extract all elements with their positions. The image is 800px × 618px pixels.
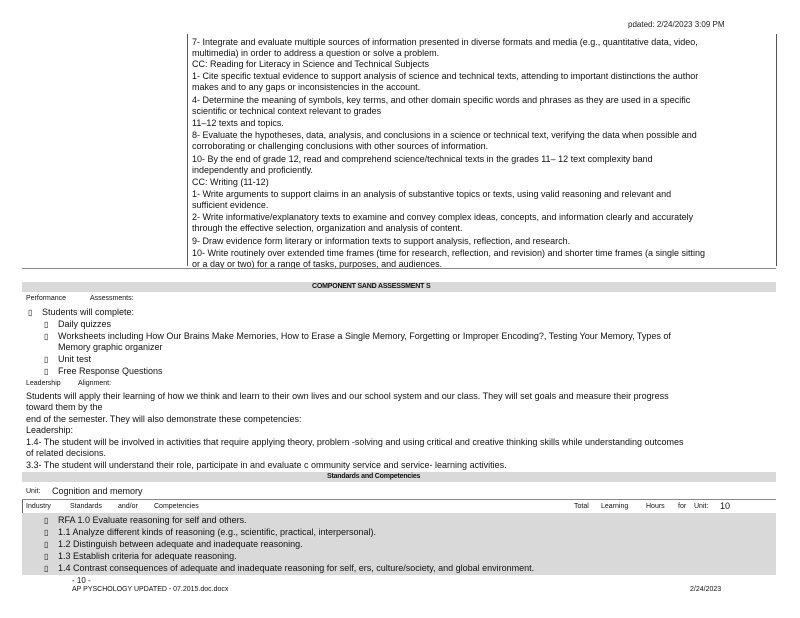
- leadership-text: Leadership:: [26, 425, 74, 435]
- hours-value: 10: [720, 501, 731, 511]
- cc-line: corroborating or challenging conclusions with other sources of information.: [192, 141, 489, 151]
- cc-line: 1- Write arguments to support claims in an analysis of substantive topics or texts, using valid reasoning and relevant and: [192, 189, 672, 199]
- cc-line: makes and to any gaps or inconsistencies in the account.: [192, 82, 421, 92]
- standards-band: [22, 472, 776, 482]
- bullet-icon: ▯: [44, 332, 49, 341]
- list-item: ▯ Free Response Questions: [44, 366, 163, 376]
- cc-line: sufficient evidence.: [192, 200, 269, 210]
- cc-line: 10- By the end of grade 12, read and comprehend science/technical texts in the grades 11– 12 text complexity band: [192, 154, 653, 164]
- cc-line: CC: Writing (11-12): [192, 177, 269, 187]
- cc-line: 8- Evaluate the hypotheses, data, analysis, and conclusions in a science or technical text, verifying the data when possible and: [192, 130, 697, 140]
- cc-line: multimedia) in order to address a question or solve a problem.: [192, 48, 440, 58]
- updated-timestamp: pdated: 2/24/2023 3:09 PM: [628, 20, 725, 29]
- list-item-continuation: Memory graphic organizer: [58, 342, 163, 352]
- performance-label: Performance: [26, 295, 67, 302]
- cc-line: or a day or two) for a range of tasks, purposes, and audiences.: [192, 259, 443, 269]
- bullet-icon: ▯: [44, 355, 49, 364]
- col-total: Total: [574, 503, 589, 510]
- cc-line: 4- Determine the meaning of symbols, key terms, and other domain specific words and phrases as they are used in a specific: [192, 95, 691, 105]
- unit-label: Unit:: [26, 488, 41, 495]
- bullet-icon: ▯: [28, 308, 33, 317]
- competency-item: ▯ 1.1 Analyze different kinds of reasoning (e.g., scientific, practical, interpersonal).: [44, 527, 377, 537]
- footer-filename: AP PYSCHOLOGY UPDATED - 07.2015.doc.docx: [72, 586, 229, 593]
- list-item: ▯ Daily quizzes: [44, 319, 112, 329]
- cc-line: 7- Integrate and evaluate multiple sources of information presented in diverse formats and media (e.g., quantitative data, video,: [192, 37, 698, 47]
- leadership-text: Students will apply their learning of how we think and learn to their own lives and our school system and our class. They will set goals and measure their progress: [26, 391, 669, 401]
- bullet-icon: ▯: [44, 516, 49, 525]
- leadership-label: Leadership: [26, 380, 61, 387]
- competency-item: ▯ 1.2 Distinguish between adequate and inadequate reasoning.: [44, 539, 303, 549]
- col-learning: Learning: [601, 503, 629, 510]
- col-for: for: [678, 503, 687, 510]
- cc-line: scientific or technical context relevant to grades: [192, 106, 382, 116]
- page-number: - 10 -: [72, 576, 91, 585]
- bullet-icon: ▯: [44, 320, 49, 329]
- divider: [22, 268, 776, 269]
- bullet-icon: ▯: [44, 552, 49, 561]
- competency-item: ▯ 1.3 Establish criteria for adequate reasoning.: [44, 551, 237, 561]
- assessments-label: Assessments:: [90, 295, 134, 302]
- cc-line: CC: Reading for Literacy in Science and Technical Subjects: [192, 59, 429, 69]
- col-unit: Unit:: [694, 503, 709, 510]
- leadership-text: of related decisions.: [26, 448, 107, 458]
- list-item: ▯ Worksheets including How Our Brains Make Memories, How to Erase a Single Memory, Forgetting or Improper Encoding?, Testing Your Memory, Types of: [44, 331, 671, 341]
- divider: [22, 500, 23, 513]
- cc-line: independently and proficiently.: [192, 165, 313, 175]
- unit-value: Cognition and memory: [52, 486, 143, 496]
- standards-band-title: Standards and Competencies: [327, 473, 421, 480]
- competency-item: ▯ 1.4 Contrast consequences of adequate and inadequate reasoning for self, ers, culture/society, and global environment.: [44, 563, 535, 573]
- divider: [22, 499, 776, 500]
- bullet-icon: ▯: [44, 528, 49, 537]
- bullet-icon: ▯: [44, 367, 49, 376]
- leadership-text: 3.3- The student will understand their role, participate in and evaluate c ommunity service and service- learning activities.: [26, 460, 507, 470]
- components-band: [22, 282, 776, 292]
- components-band-title: COMPONENT SAND ASSESSMENT S: [312, 283, 431, 290]
- leadership-text: toward them by the: [26, 402, 103, 412]
- cc-line: through the effective selection, organization and analysis of content.: [192, 223, 463, 233]
- leadership-text: end of the semester. They will also demonstrate these competencies:: [26, 414, 302, 424]
- col-competencies: Competencies: [154, 503, 199, 510]
- bullet-icon: ▯: [44, 540, 49, 549]
- footer-date: 2/24/2023: [690, 586, 722, 593]
- competency-item: ▯ RFA 1.0 Evaluate reasoning for self and others.: [44, 515, 247, 525]
- common-core-standards-box: [187, 34, 777, 269]
- leadership-text: 1.4- The student will be involved in activities that require applying theory, problem -solving and using critical and creative thinking skills while understanding outcomes: [26, 437, 684, 447]
- list-item: ▯ Unit test: [44, 354, 92, 364]
- col-standards: Standards: [70, 503, 102, 510]
- students-complete: ▯ Students will complete:: [28, 307, 135, 317]
- col-andor: and/or: [118, 503, 138, 510]
- col-industry: Industry: [26, 503, 51, 510]
- alignment-label: Alignment:: [78, 380, 112, 387]
- col-hours: Hours: [646, 503, 665, 510]
- bullet-icon: ▯: [44, 564, 49, 573]
- cc-line: 11–12 texts and topics.: [192, 118, 284, 128]
- cc-line: 1- Cite specific textual evidence to support analysis of science and technical texts, attending to important distinctions the author: [192, 71, 699, 81]
- cc-line: 9- Draw evidence form literary or information texts to support analysis, reflection, and research.: [192, 236, 571, 246]
- cc-line: 10- Write routinely over extended time frames (time for research, reflection, and revision) and shorter time frames (a single sitting: [192, 248, 706, 258]
- cc-line: 2- Write informative/explanatory texts to examine and convey complex ideas, concepts, and information clearly and accurately: [192, 212, 694, 222]
